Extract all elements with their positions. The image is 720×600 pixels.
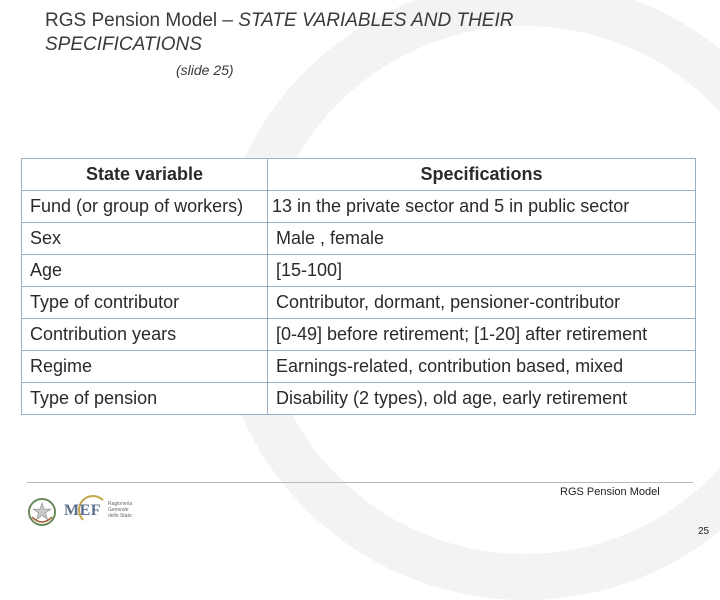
cell-spec: 13 in the private sector and 5 in public sector [268,191,696,223]
table-row [22,287,696,319]
cell-variable: Type of contributor [22,287,268,319]
header-state-variable: State variable [22,159,268,191]
table-row [22,255,696,287]
mef-logo-text: MEF [64,502,102,519]
title-italic: STATE VARIABLES AND THEIR SPECIFICATIONS [45,10,514,55]
cell-spec: Male , female [268,223,696,255]
title-prefix: RGS Pension Model – [45,10,239,31]
cell-variable: Regime [22,351,268,383]
cell-spec: [0-49] before retirement; [1-20] after retirement [268,319,696,351]
cell-spec: Earnings-related, contribution based, mixed [268,351,696,383]
mef-logo-subtext: Ragioneria Generale dello Stato [108,501,133,519]
mef-logo [64,495,136,529]
cell-variable: Sex [22,223,268,255]
header-specifications: Specifications [268,159,696,191]
table-row [22,223,696,255]
cell-variable: Contribution years [22,319,268,351]
table-header-row [22,159,696,191]
footer-divider [27,482,693,483]
slide-title [45,9,605,57]
table-row [22,383,696,415]
cell-spec: [15-100] [268,255,696,287]
cell-variable: Fund (or group of workers) [22,191,268,223]
table-row [22,191,696,223]
cell-variable: Type of pension [22,383,268,415]
page-number: 25 [698,526,710,537]
cell-spec: Contributor, dormant, pensioner-contributor [268,287,696,319]
slide-note: (slide 25) [176,62,234,78]
cell-variable: Age [22,255,268,287]
cell-spec: Disability (2 types), old age, early retirement [268,383,696,415]
italian-emblem-icon [27,497,57,527]
table-row [22,319,696,351]
state-variables-table [21,158,696,415]
table-row [22,351,696,383]
footer-text: RGS Pension Model [560,486,660,498]
